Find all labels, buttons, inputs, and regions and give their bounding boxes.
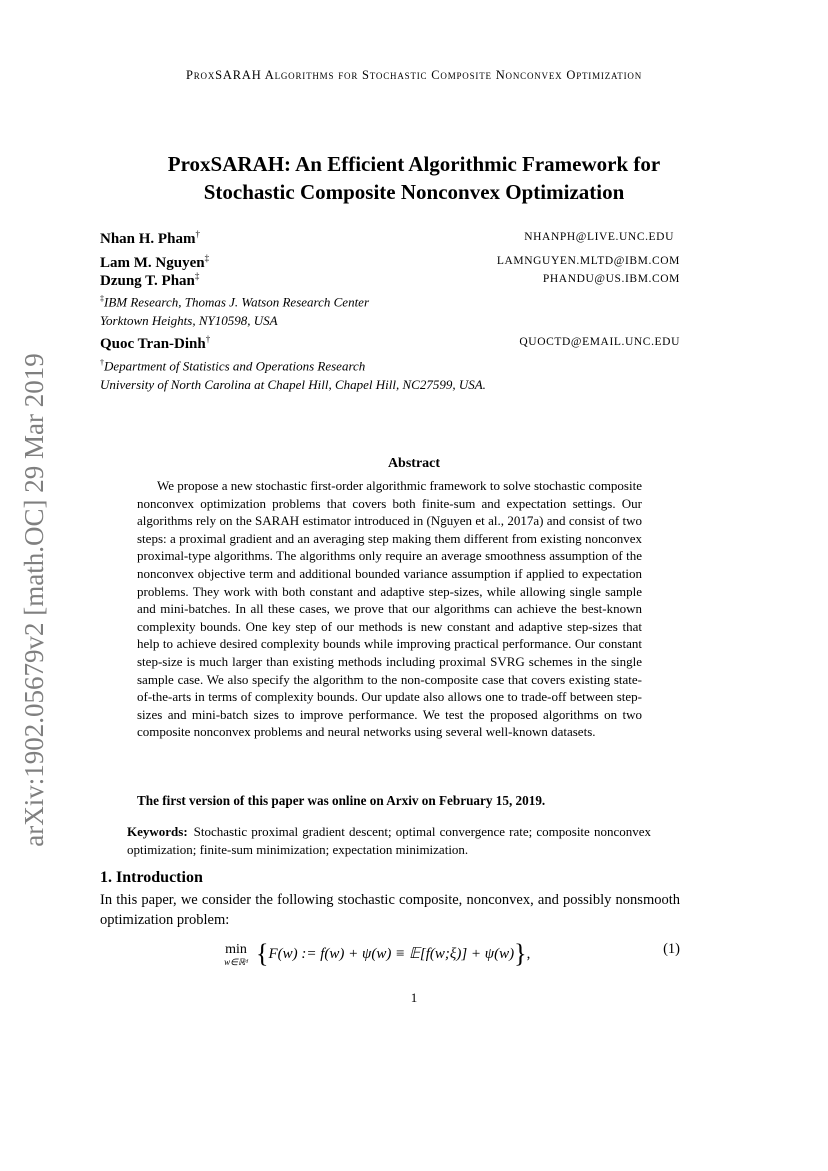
affiliation-unc: †Department of Statistics and Operations Research University of North Carolina at Chapel Hill, Chapel Hill, NC27599, USA. <box>100 358 486 393</box>
author-row <box>100 253 680 273</box>
author-email[interactable]: QUOCTD@EMAIL.UNC.EDU <box>519 336 680 348</box>
abstract-text: We propose a new stochastic first-order algorithmic framework to solve stochastic composite nonconvex optimization problems that covers both finite-sum and expectation settings. Our algorithms rely on the SARAH estimator introduced in (Nguyen et al., 2017a) and consist of two steps: a proximal gradient and an averaging step making them different from existing nonconvex proximal-type algorithms. The algorithms only require an average smoothness assumption of the nonconvex objective term and additional bounded variance assumption if applied to expectation problems. They work with both constant and adaptive step-sizes, while allowing single sample and mini-batches. In all these cases, we prove that our algorithms can achieve the best-known complexity bounds. One key step of our methods is new constant and adaptive step-sizes that help to achieve desired complexity bounds while improving practical performance. Our constant step-size is much larger than existing methods including proximal SVRG schemes in the single sample case. We also specify the algorithm to the non-composite case that covers existing state-of-the-arts in terms of complexity bounds. Our update also allows one to trade-off between step-sizes and mini-batch sizes to improve performance. We test the proposed algorithms on two composite nonconvex problems and neural networks using several well-known datasets. <box>137 478 642 740</box>
page-number: 1 <box>410 990 418 1005</box>
title-line-1: ProxSARAH: An Efficient Algorithmic Framework for <box>167 152 661 176</box>
author-name: Dzung T. Phan‡ <box>100 271 200 289</box>
abstract-heading: Abstract <box>387 456 441 471</box>
keywords <box>127 823 651 859</box>
section-heading: 1. Introduction <box>100 869 203 886</box>
author-name: Quoc Tran-Dinh† <box>100 334 211 352</box>
equation-number: (1) <box>663 941 680 957</box>
intro-paragraph: In this paper, we consider the following stochastic composite, nonconvex, and possibly nonsmooth optimization problem: <box>100 892 680 928</box>
equation-1 <box>218 935 578 971</box>
equation-body: {F(w) := f(w) + ψ(w) ≡ 𝔼[f(w;ξ)] + ψ(w)}, <box>256 939 531 968</box>
author-row <box>100 334 680 354</box>
title-line-2: Stochastic Composite Nonconvex Optimization <box>203 180 625 204</box>
author-row <box>100 229 680 249</box>
equation-min-operator: min w∈ℝᵈ <box>224 942 248 967</box>
affiliation-ibm: ‡IBM Research, Thomas J. Watson Research Center Yorktown Heights, NY10598, USA <box>100 294 370 329</box>
keywords-label: Keywords: <box>127 824 188 839</box>
running-head: ProxSARAH Algorithms for Stochastic Composite Nonconvex Optimization <box>186 68 642 82</box>
arxiv-identifier-stamp[interactable]: arXiv:1902.05679v2 [math.OC] 29 Mar 2019 <box>19 353 49 847</box>
author-row <box>100 271 680 291</box>
author-email[interactable]: LAMNGUYEN.MLTD@IBM.COM <box>496 255 680 267</box>
author-email[interactable]: PHANDU@US.IBM.COM <box>542 273 680 285</box>
author-name: Lam M. Nguyen‡ <box>100 253 210 271</box>
keywords-text: Stochastic proximal gradient descent; optimal convergence rate; composite nonconvex optimization; finite-sum minimization; expectation minimization. <box>127 824 651 857</box>
author-name: Nhan H. Pham† <box>100 229 200 247</box>
author-email[interactable]: NHANPH@LIVE.UNC.EDU <box>524 231 674 243</box>
abstract-note: The first version of this paper was online on Arxiv on February 15, 2019. <box>137 793 546 808</box>
paper-title <box>0 150 828 206</box>
